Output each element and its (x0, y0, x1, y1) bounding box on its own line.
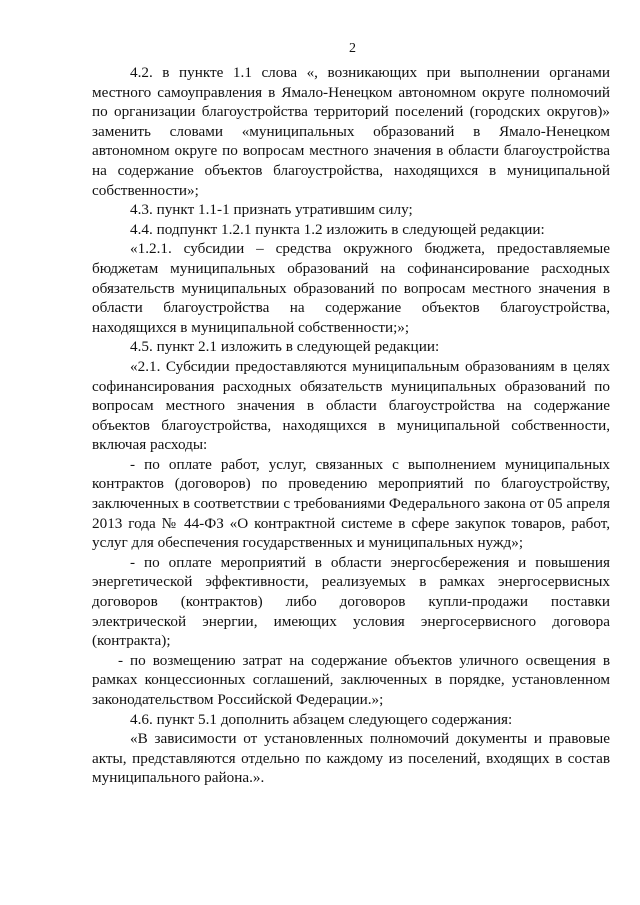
list-item-street-lighting: - по возмещению затрат на содержание объектов уличного освещения в рамках концессионных соглашений, заключенных в порядке, установленном законодательством Российской Федерации.»; (92, 651, 610, 708)
paragraph-4-6: 4.6. пункт 5.1 дополнить абзацем следующего содержания: (130, 710, 513, 728)
paragraph-4-4: 4.4. подпункт 1.2.1 пункта 1.2 изложить в следующей редакции: (130, 220, 545, 238)
list-item-works-services: - по оплате работ, услуг, связанных с выполнением муниципальных контрактов (договоров) по проведению мероприятий по благоустройству, заключенных в соответствии с требованиями Федерального закона от 05 апреля 2013 года № 44-ФЗ «О контрактной системе в сфере закупок товаров, работ, услуг для обеспечения государственных и муниципальных нужд»; (92, 455, 610, 552)
paragraph-4-2: 4.2. в пункте 1.1 слова «, возникающих при выполнении органами местного самоуправления в Ямало-Ненецком автономном округе полномочий по организации благоустройства территорий поселений (городских округов)» заменить словами «муниципальных образований в Ямало-Ненецком автономном округе по вопросам местного значения в области благоустройства на содержание объектов благоустройства, находящихся в муниципальной собственности»; (92, 64, 610, 199)
paragraph-2-1-quote: «2.1. Субсидии предоставляются муниципальным образованиям в целях софинансирования расходных обязательств муниципальных образований по вопросам местного значения в области благоустройства на содержание объектов благоустройства, находящихся в муниципальной собственности, включая расходы: (92, 357, 610, 454)
paragraph-5-1-quote: «В зависимости от установленных полномочий документы и правовые акты, представляются отдельно по каждому из поселений, входящих в состав муниципального района.». (92, 730, 610, 787)
list-item-energy-saving: - по оплате мероприятий в области энергосбережения и повышения энергетической эффективности, реализуемых в рамках энергосервисных договоров (контрактов) либо договоров купли-продажи поставки электрической энергии, имеющих условия энергосервисного договора (контракта); (92, 553, 610, 650)
paragraph-4-3: 4.3. пункт 1.1-1 признать утратившим силу; (130, 201, 413, 219)
paragraph-4-5: 4.5. пункт 2.1 изложить в следующей редакции: (130, 338, 440, 356)
page-number: 2 (349, 41, 356, 56)
paragraph-1-2-1-quote: «1.2.1. субсидии – средства окружного бюджета, предоставляемые бюджетам муниципальных образований на софинансирование расходных обязательств муниципальных образований по вопросам местного значения в области благоустройства на содержание объектов благоустройства, находящихся в муниципальной собственности;»; (92, 240, 610, 336)
document-body (92, 63, 610, 788)
